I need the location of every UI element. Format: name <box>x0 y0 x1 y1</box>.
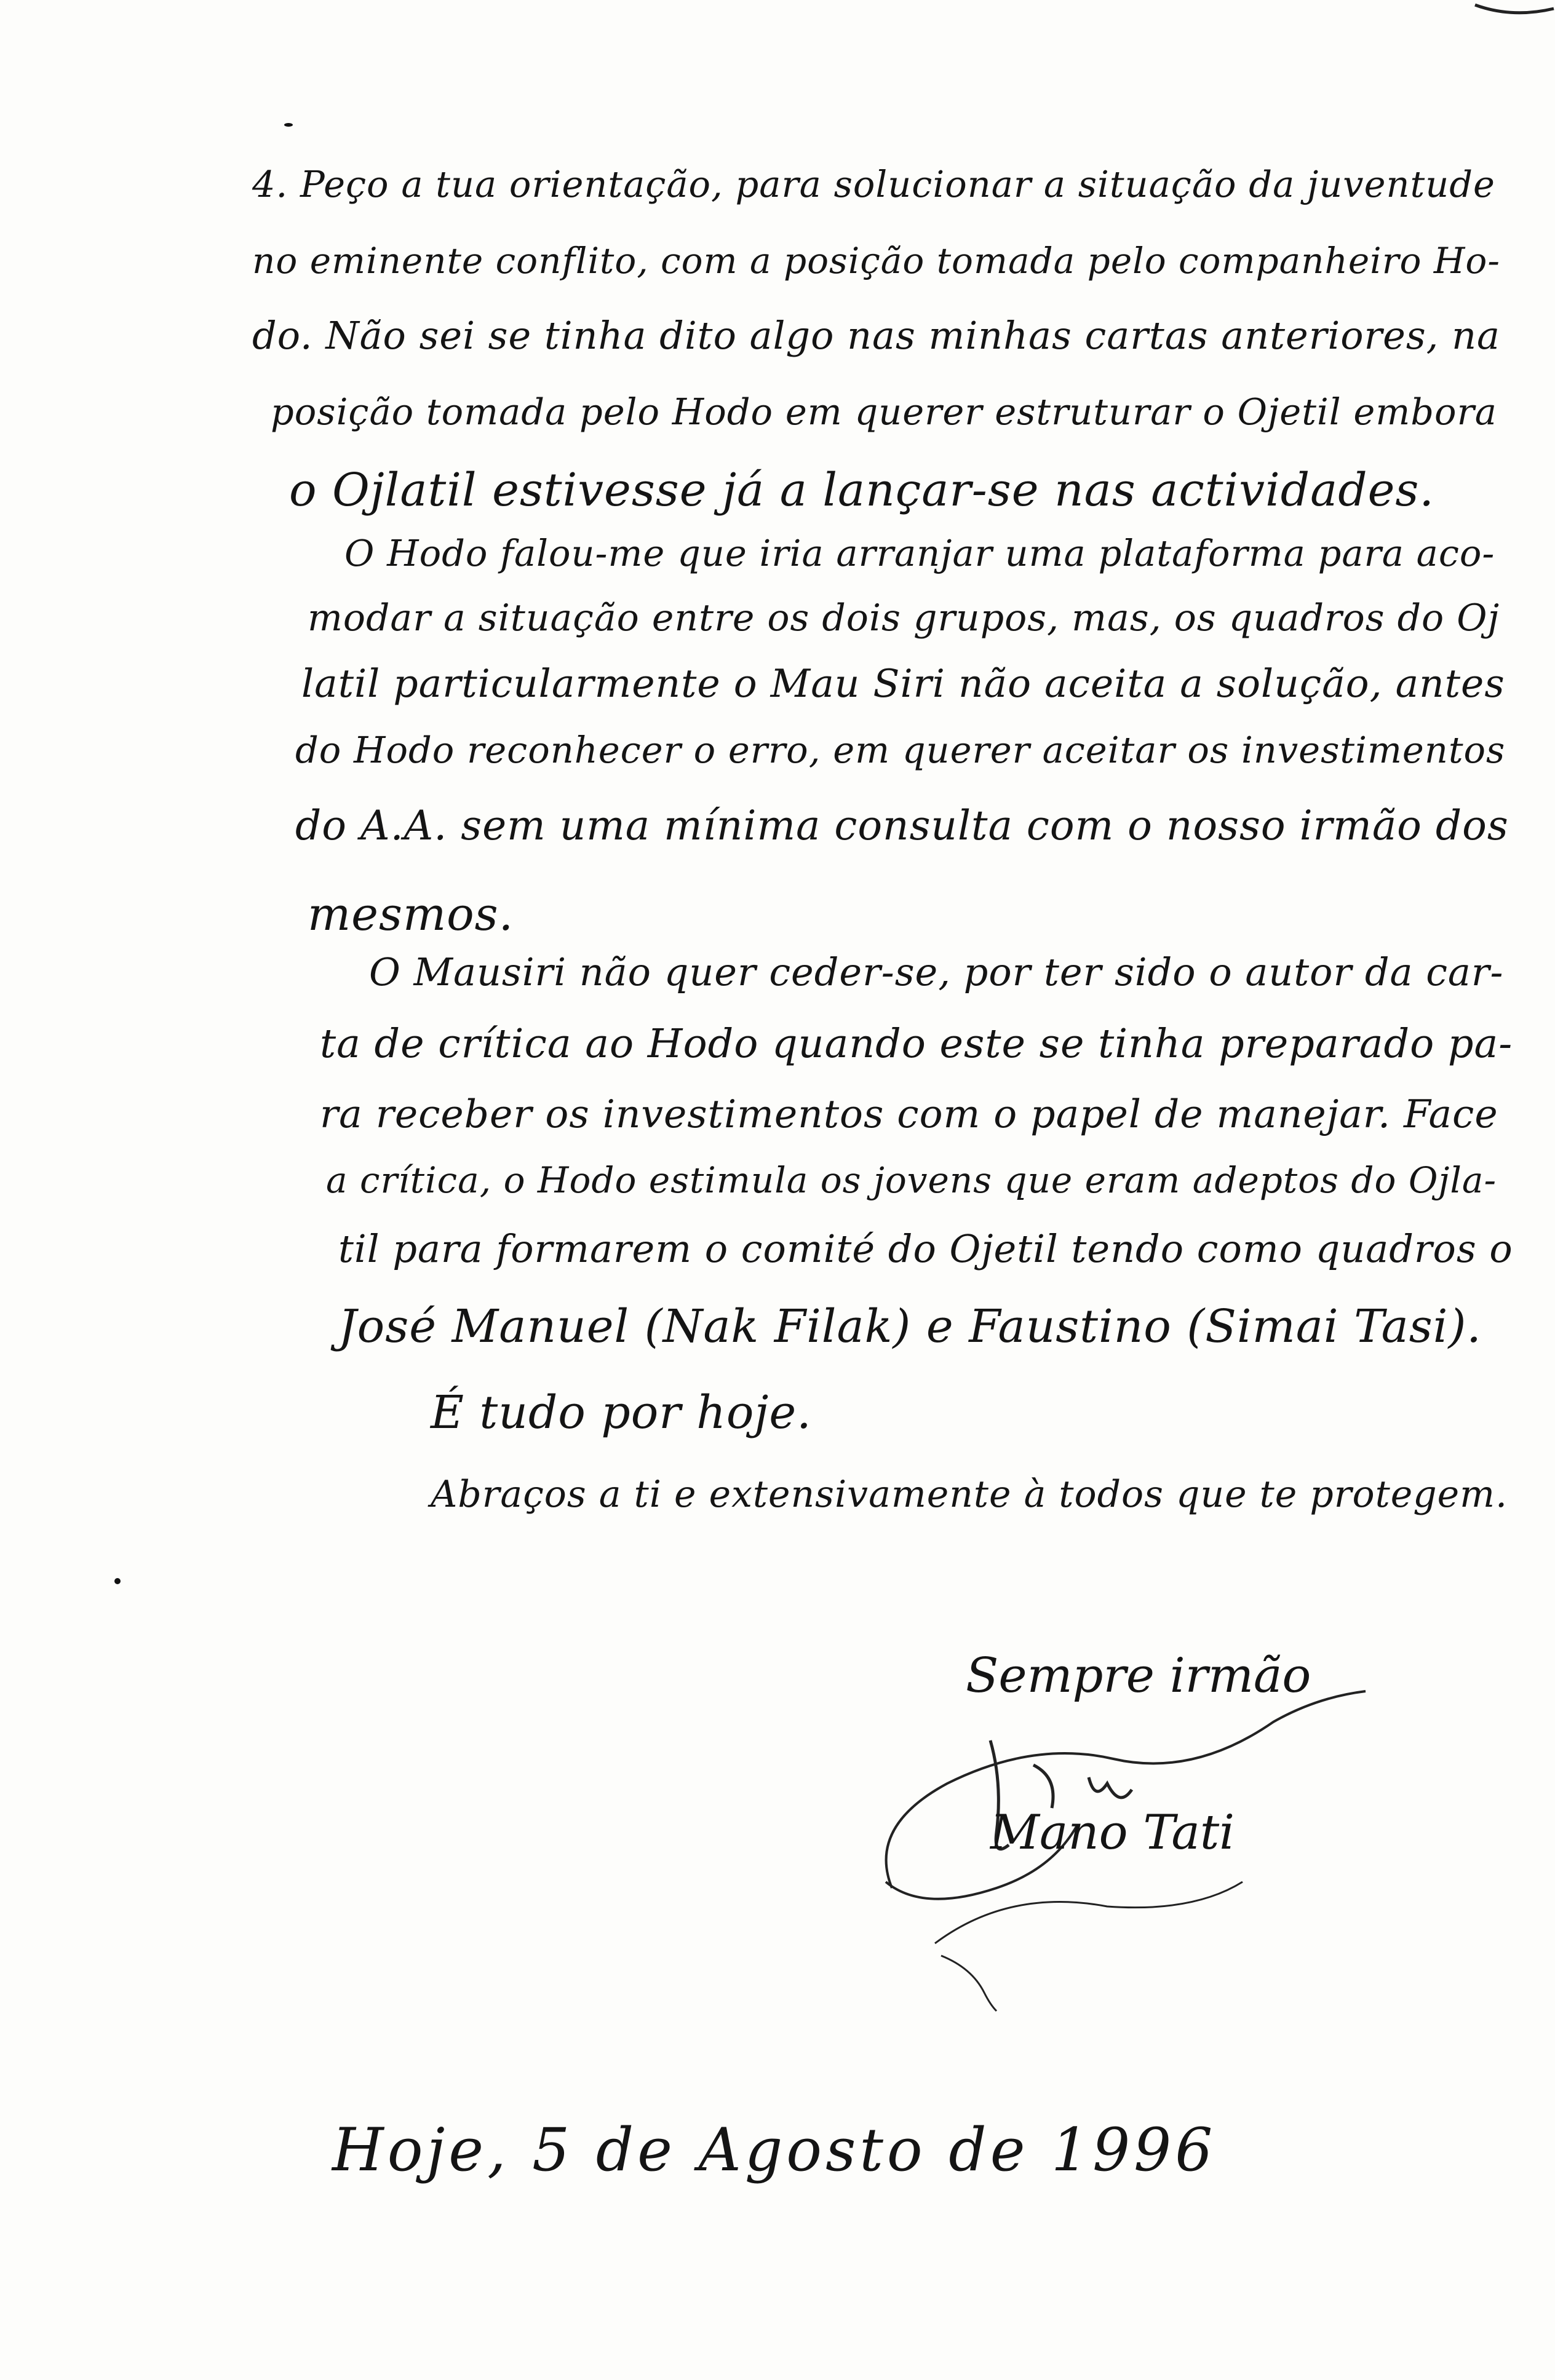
letter-line: do Hodo reconhecer o erro, em querer aceitar os investimentos <box>295 729 1506 771</box>
letter-line: José Manuel (Nak Filak) e Faustino (Simai Tasi). <box>338 1300 1482 1353</box>
letter-line: o Ojlatil estivesse já a lançar-se nas actividades. <box>289 464 1434 517</box>
letter-line: mesmos. <box>308 888 514 941</box>
letter-line: ra receber os investimentos com o papel de manejar. Face <box>320 1092 1498 1136</box>
letter-date: Hoje, 5 de Agosto de 1996 <box>332 2116 1217 2184</box>
letter-line: Abraços a ti e extensivamente à todos que te protegem. <box>431 1473 1508 1516</box>
ink-speck <box>284 123 293 127</box>
letter-line: O Mausiri não quer ceder-se, por ter sido o autor da car- <box>369 950 1504 994</box>
letter-line: modar a situação entre os dois grupos, mas, os quadros do Oj <box>308 597 1500 640</box>
letter-line: ta de crítica ao Hodo quando este se tinha preparado pa- <box>320 1021 1513 1067</box>
letter-line: a crítica, o Hodo estimula os jovens que eram adeptos do Ojla- <box>326 1159 1497 1201</box>
page-corner-mark <box>1469 0 1555 25</box>
letter-line: O Hodo falou-me que iria arranjar uma plataforma para aco- <box>344 532 1495 574</box>
ink-dot <box>114 1578 121 1584</box>
letter-line: til para formarem o comité do Ojetil tendo como quadros o <box>338 1226 1513 1271</box>
closing-salutation: Sempre irmão <box>966 1648 1311 1704</box>
letter-line: do A.A. sem uma mínima consulta com o nosso irmão dos <box>295 802 1509 849</box>
letter-line: posição tomada pelo Hodo em querer estruturar o Ojetil embora <box>271 391 1497 433</box>
letter-line: É tudo por hoje. <box>431 1386 812 1439</box>
letter-line: 4. Peço a tua orientação, para solucionar a situação da juventude <box>252 163 1495 205</box>
letter-line: do. Não sei se tinha dito algo nas minhas cartas anteriores, na <box>252 313 1500 358</box>
letter-line: no eminente conflito, com a posição tomada pelo companheiro Ho- <box>252 240 1500 282</box>
letter-line: latil particularmente o Mau Siri não aceita a solução, antes <box>301 661 1505 706</box>
closing-name: Mano Tati <box>990 1805 1235 1860</box>
